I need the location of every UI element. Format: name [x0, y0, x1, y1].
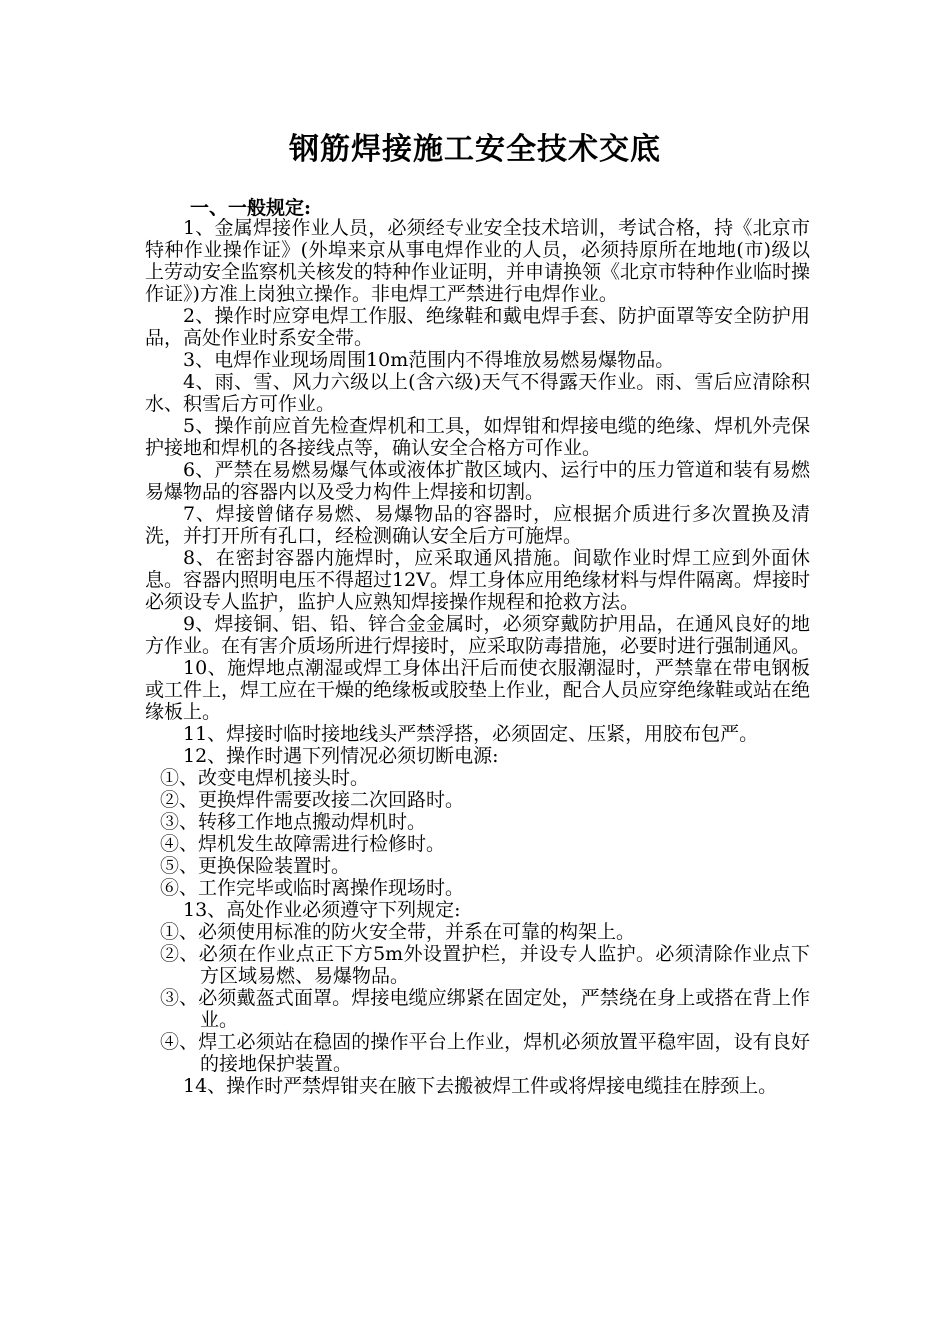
- rule-paragraph: 11、焊接时临时接地线头严禁浮搭，必须固定、压紧，用胶布包严。: [183, 723, 759, 745]
- sub-list-item: ④、焊工必须站在稳固的操作平台上作业，焊机必须放置平稳牢固，设有良好的接地保护装置。: [160, 1031, 810, 1075]
- rule-paragraph: 8、在密封容器内施焊时，应采取通风措施。间歇作业时焊工应到外面休息。容器内照明电压不得超过12V。焊工身体应用绝缘材料与焊件隔离。焊接时必须设专人监护，监护人应熟知焊接操作规程和抢救方法。: [145, 547, 810, 613]
- rule-paragraph: 6、严禁在易燃易爆气体或液体扩散区域内、运行中的压力管道和装有易燃易爆物品的容器内以及受力构件上焊接和切割。: [145, 459, 810, 503]
- section-heading: 一、一般规定:: [190, 197, 312, 219]
- rule-paragraph: 13、高处作业必须遵守下列规定:: [183, 899, 461, 921]
- rule-paragraph: 2、操作时应穿电焊工作服、绝缘鞋和戴电焊手套、防护面罩等安全防护用品，高处作业时系安全带。: [145, 305, 810, 349]
- rule-paragraph: 1、金属焊接作业人员，必须经专业安全技术培训，考试合格，持《北京市特种作业操作证》(外埠来京从事电焊作业的人员，必须持原所在地地(市)级以上劳动安全监察机关核发的特种作业证明，并申请换领《北京市特种作业临时操作证》)方准上岗独立操作。非电焊工严禁进行电焊作业。: [145, 217, 811, 305]
- rule-paragraph: 14、操作时严禁焊钳夹在腋下去搬被焊工件或将焊接电缆挂在脖颈上。: [183, 1075, 778, 1097]
- sub-list-item: ②、必须在作业点正下方5m外设置护栏，并设专人监护。必须清除作业点下方区域易燃、易爆物品。: [160, 943, 810, 987]
- sub-list-item: ③、必须戴盔式面罩。焊接电缆应绑紧在固定处，严禁绕在身上或搭在背上作业。: [160, 987, 810, 1031]
- document-body: [145, 217, 810, 1097]
- rule-paragraph: 3、电焊作业现场周围10m范围内不得堆放易燃易爆物品。: [183, 349, 675, 371]
- rule-paragraph: 7、焊接曾储存易燃、易爆物品的容器时，应根据介质进行多次置换及清洗，并打开所有孔口，经检测确认安全后方可施焊。: [145, 503, 810, 547]
- sub-list-item: ⑥、工作完毕或临时离操作现场时。: [160, 877, 465, 899]
- document-title: 钢筋焊接施工安全技术交底: [289, 132, 661, 167]
- sub-list-item: ①、改变电焊机接头时。: [160, 767, 370, 789]
- sub-list-item: ⑤、更换保险装置时。: [160, 855, 351, 877]
- rule-paragraph: 4、雨、雪、风力六级以上(含六级)天气不得露天作业。雨、雪后应清除积水、积雪后方可作业。: [145, 371, 810, 415]
- sub-list-item: ④、焊机发生故障需进行检修时。: [160, 833, 446, 855]
- sub-list-item: ①、必须使用标准的防火安全带，并系在可靠的构架上。: [160, 921, 636, 943]
- sub-list-item: ③、转移工作地点搬动焊机时。: [160, 811, 427, 833]
- rule-paragraph: 5、操作前应首先检查焊机和工具，如焊钳和焊接电缆的绝缘、焊机外壳保护接地和焊机的各接线点等，确认安全合格方可作业。: [145, 415, 810, 459]
- rule-paragraph: 9、焊接铜、铝、铅、锌合金金属时，必须穿戴防护用品，在通风良好的地方作业。在有害介质场所进行焊接时，应采取防毒措施，必要时进行强制通风。: [145, 613, 811, 657]
- rule-paragraph: 10、施焊地点潮湿或焊工身体出汗后而使衣服潮湿时，严禁靠在带电钢板或工件上，焊工应在干燥的绝缘板或胶垫上作业，配合人员应穿绝缘鞋或站在绝缘板上。: [145, 657, 811, 723]
- sub-list-item: ②、更换焊件需要改接二次回路时。: [160, 789, 465, 811]
- rule-paragraph: 12、操作时遇下列情况必须切断电源:: [183, 745, 499, 767]
